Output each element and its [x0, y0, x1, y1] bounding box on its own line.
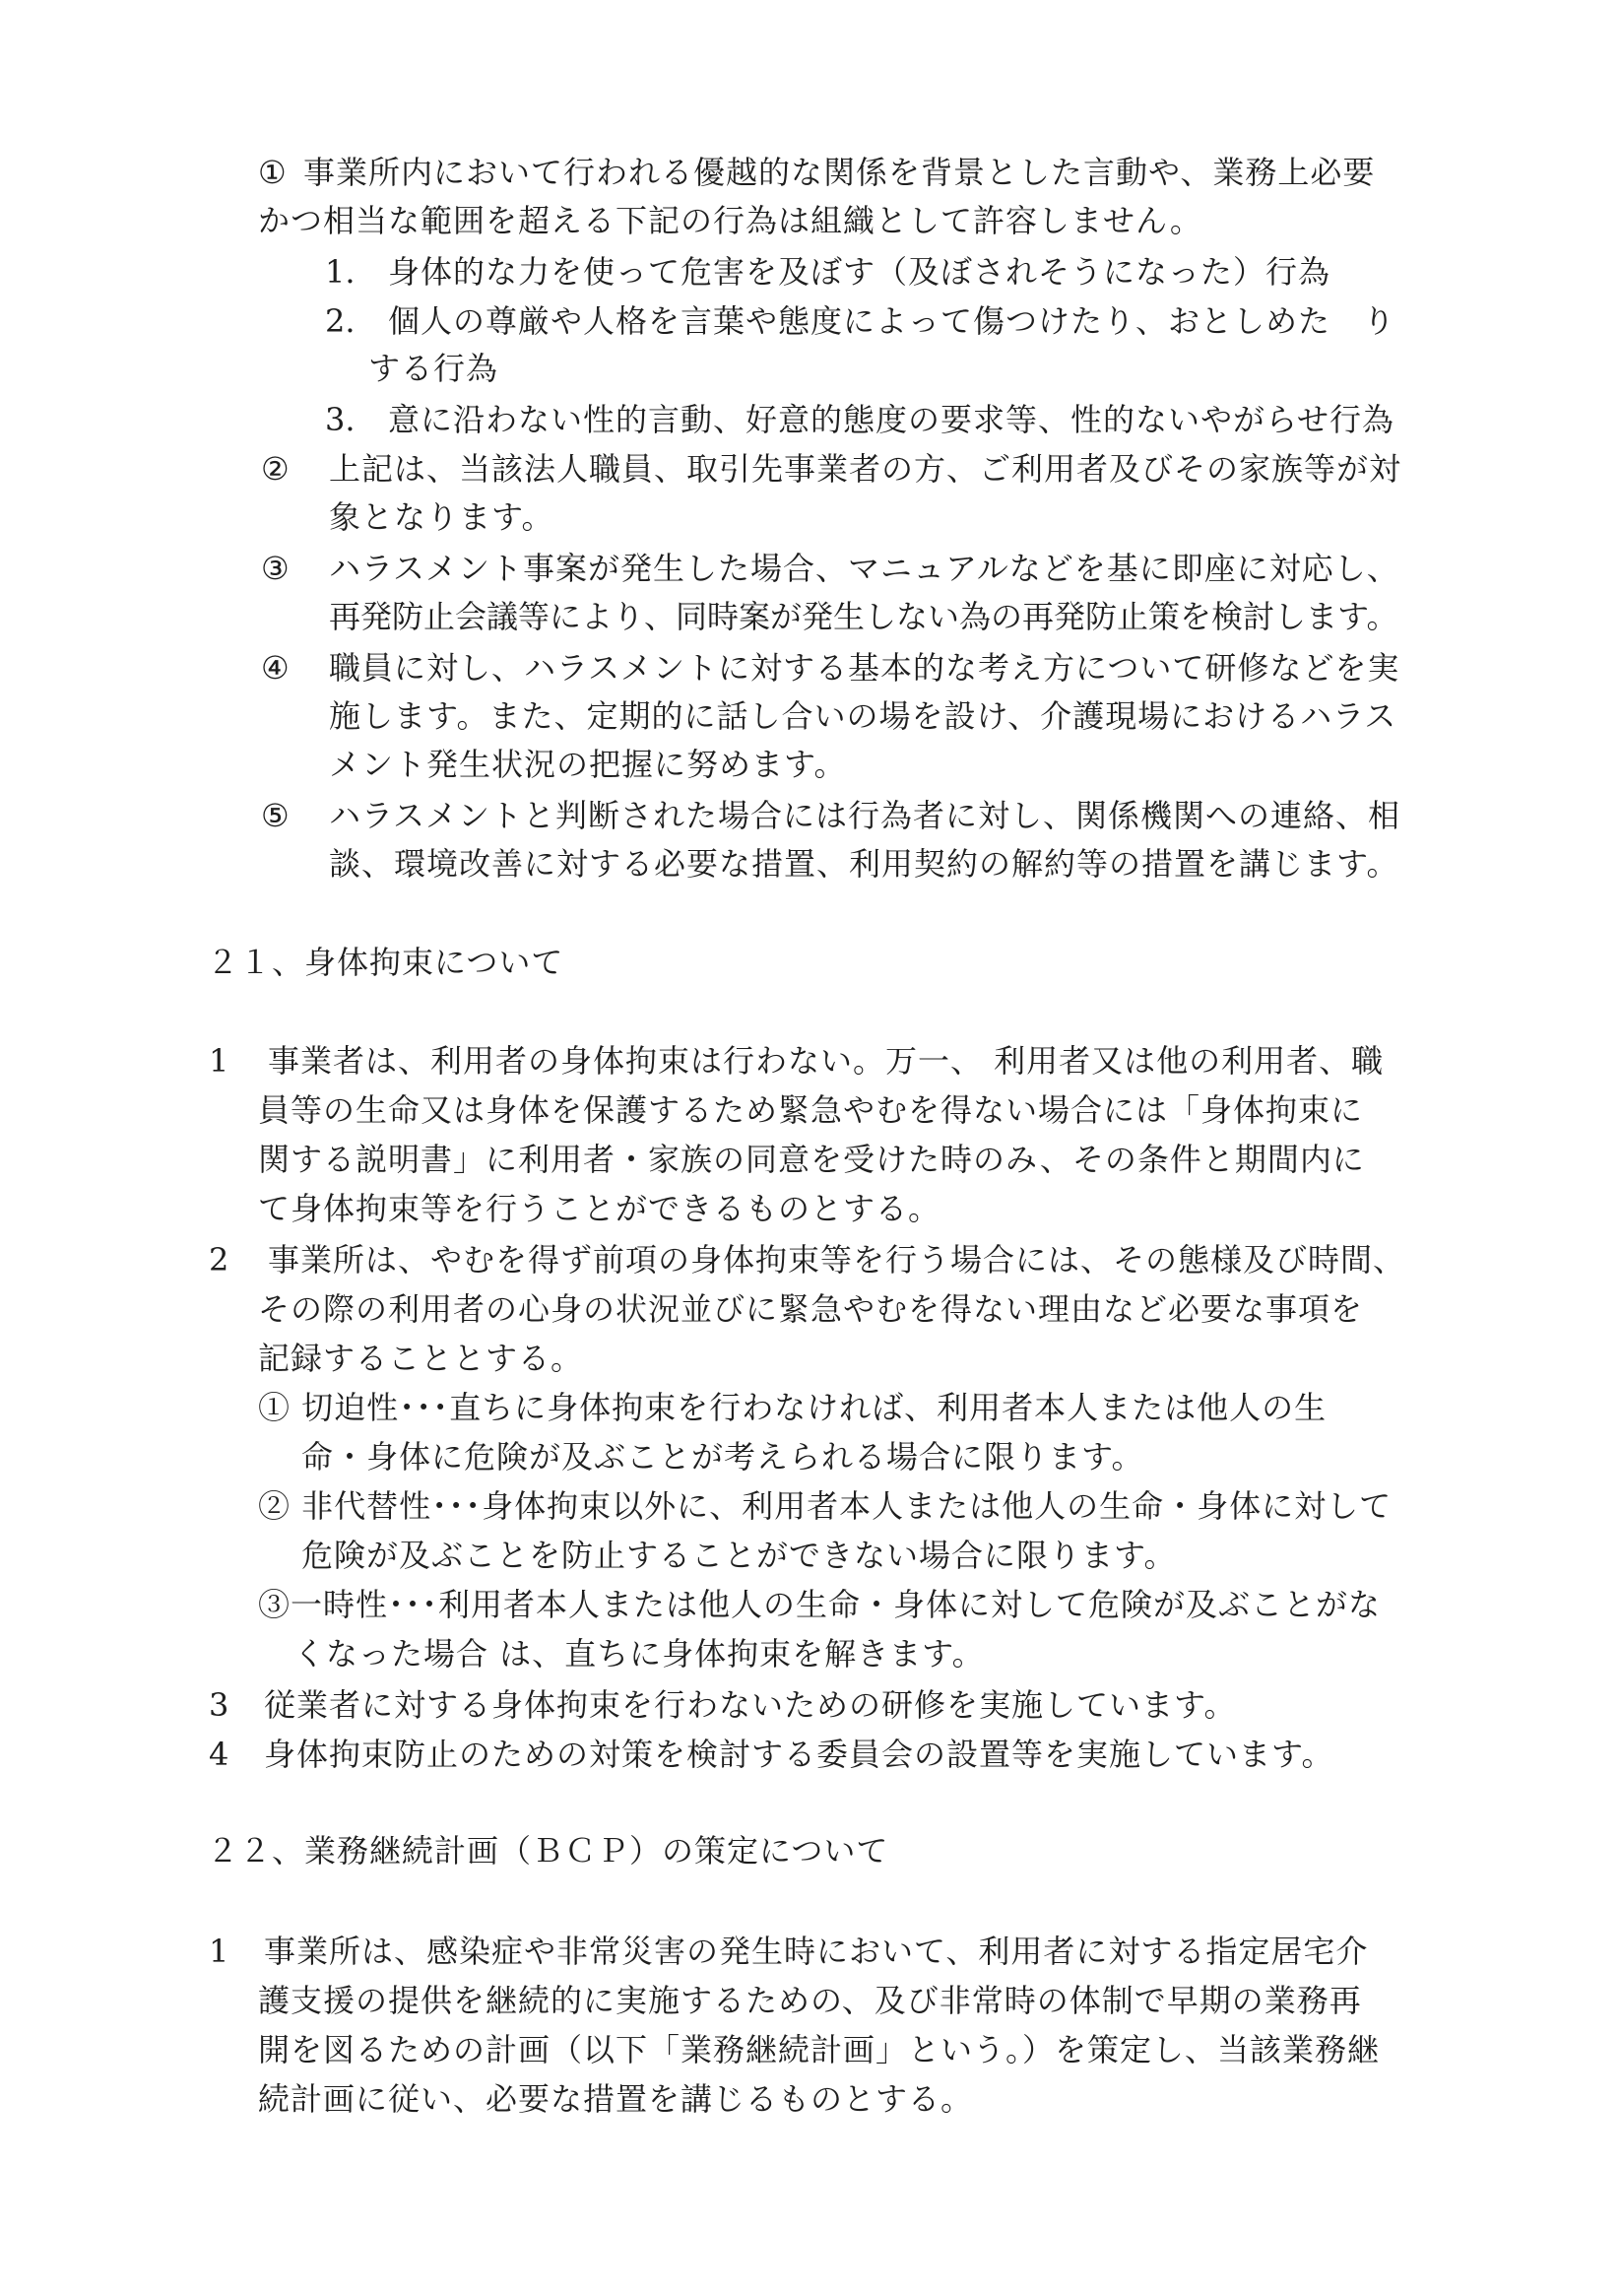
- text-line: 上記は、当該法人職員、取引先事業者の方、ご利用者及びその家族等が対: [329, 450, 1402, 488]
- text-line: ③一時性･･･利用者本人または他人の生命・身体に対して危険が及ぶことがな: [258, 1586, 1382, 1623]
- text-line: 談、環境改善に対する必要な措置、利用契約の解約等の措置を講じます。: [329, 845, 1399, 883]
- paragraph-number: 1: [209, 1042, 229, 1080]
- text-line: 身体拘束防止のための対策を検討する委員会の設置等を実施しています。: [264, 1736, 1334, 1773]
- item-marker: ②: [261, 450, 290, 488]
- text-line: 事業所は、やむを得ず前項の身体拘束等を行う場合には、その態様及び時間、: [268, 1241, 1406, 1279]
- text-line: 象となります。: [329, 498, 554, 536]
- text-line: かつ相当な範囲を超える下記の行為は組織として許容しません。: [258, 202, 1202, 239]
- text-line: くなった場合 は、直ちに身体拘束を解きます。: [293, 1635, 985, 1673]
- text-line: 再発防止会議等により、同時案が発生しない為の再発防止策を検討します。: [329, 598, 1398, 635]
- text-line: 命・身体に危険が及ぶことが考えられる場合に限ります。: [301, 1438, 1144, 1476]
- paragraph-number: 1: [209, 1933, 229, 1970]
- item-marker: ①: [258, 154, 287, 191]
- section-heading: ２１、身体拘束について: [207, 944, 564, 981]
- text-line: 身体的な力を使って危害を及ぼす（及ぼされそうになった）行為: [388, 253, 1331, 291]
- text-line: ② 非代替性･･･身体拘束以外に、利用者本人または他人の生命・身体に対して: [258, 1487, 1393, 1525]
- text-line: 事業者は、利用者の身体拘束は行わない。万一、 利用者又は他の利用者、職: [268, 1042, 1385, 1080]
- text-line: ハラスメントと判断された場合には行為者に対し、関係機関への連絡、相: [329, 797, 1401, 834]
- text-line: 危険が及ぶことを防止することができない場合に限ります。: [301, 1537, 1177, 1574]
- paragraph-number: 2: [209, 1241, 229, 1279]
- text-line: する行為: [368, 350, 499, 387]
- text-line: て身体拘束等を行うことができるものとする。: [258, 1190, 941, 1227]
- text-line: 個人の尊厳や人格を言葉や態度によって傷つけたり、おとしめた り: [388, 302, 1396, 340]
- text-line: 続計画に従い、必要な措置を講じるものとする。: [258, 2080, 974, 2118]
- text-line: 記録することとする。: [258, 1340, 584, 1377]
- item-marker: ⑤: [261, 797, 290, 834]
- paragraph-number: 3: [209, 1686, 229, 1724]
- item-marker: ④: [261, 649, 290, 687]
- text-line: その際の利用者の心身の状況並びに緊急やむを得ない理由など必要な事項を: [258, 1290, 1364, 1328]
- text-line: ① 切迫性･･･直ちに身体拘束を行わなければ、利用者本人または他人の生: [258, 1389, 1328, 1426]
- text-line: 意に沿わない性的言動、好意的態度の要求等、性的ないやがらせ行為: [388, 401, 1395, 438]
- sub-number: 3.: [325, 401, 356, 438]
- text-line: ハラスメント事案が発生した場合、マニュアルなどを基に即座に対応し、: [329, 550, 1399, 587]
- text-line: 員等の生命又は身体を保護するため緊急やむを得ない場合には「身体拘束に: [258, 1091, 1364, 1129]
- section-heading: ２２、業務継続計画（ＢＣＰ）の策定について: [207, 1832, 889, 1870]
- text-line: 関する説明書」に利用者・家族の同意を受けた時のみ、その条件と期間内に: [258, 1141, 1365, 1178]
- text-line: 従業者に対する身体拘束を行わないための研修を実施しています。: [264, 1686, 1237, 1724]
- sub-number: 1.: [325, 253, 356, 291]
- sub-number: 2.: [325, 302, 356, 340]
- text-line: 職員に対し、ハラスメントに対する基本的な考え方について研修などを実: [329, 649, 1400, 687]
- text-line: 施します。また、定期的に話し合いの場を設け、介護現場におけるハラス: [329, 697, 1397, 735]
- text-line: 護支援の提供を継続的に実施するための、及び非常時の体制で早期の業務再: [258, 1982, 1362, 2019]
- text-line: メント発生状況の把握に努めます。: [329, 746, 847, 783]
- text-line: 事業所は、感染症や非常災害の発生時において、利用者に対する指定居宅介: [264, 1933, 1369, 1970]
- text-line: 事業所内において行われる優越的な関係を背景とした言動や、業務上必要: [303, 154, 1376, 191]
- text-line: 開を図るための計画（以下「業務継続計画」という。）を策定し、当該業務継: [258, 2031, 1381, 2068]
- item-marker: ③: [261, 550, 290, 587]
- paragraph-number: 4: [209, 1736, 229, 1773]
